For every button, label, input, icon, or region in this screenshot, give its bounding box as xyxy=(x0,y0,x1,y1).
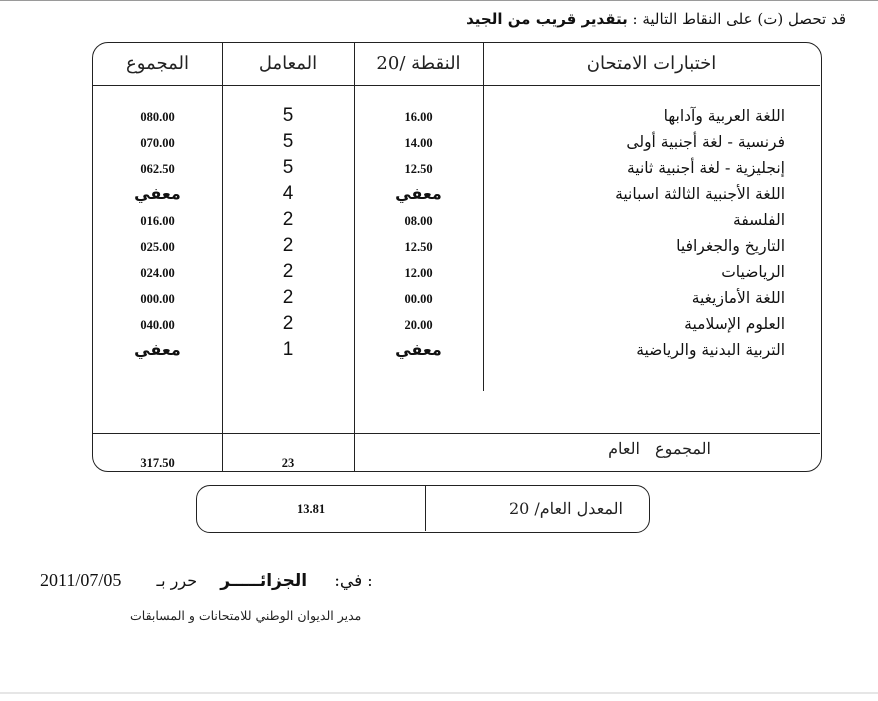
issue-date: 2011/07/05 xyxy=(40,570,122,590)
coefficient-cell: 2 xyxy=(282,313,294,334)
coefficient-cell: 2 xyxy=(282,209,294,230)
subject-name: إنجليزية - لغة أجنبية ثانية xyxy=(627,159,785,177)
result-intro xyxy=(466,10,846,28)
subject-name: الرياضيات xyxy=(721,263,785,281)
average-value: 13.81 xyxy=(296,502,326,516)
header-divider xyxy=(93,85,820,86)
average-label: المعدل العام/ 20 xyxy=(508,499,623,518)
intro-prefix: قد تحصل (ت) على النقاط التالية : xyxy=(632,10,846,28)
subject-name: الفلسفة xyxy=(733,211,785,229)
average-divider xyxy=(425,486,426,531)
coefficient-cell: 2 xyxy=(282,235,294,256)
coefficient-cell: 2 xyxy=(282,287,294,308)
total-cell: 016.00 xyxy=(140,214,175,228)
subject-name: العلوم الإسلامية xyxy=(684,315,785,333)
grand-total-label: المجموع العام xyxy=(608,439,711,458)
grade-cell: معفي xyxy=(395,184,442,203)
header-subject: اختبارات الامتحان xyxy=(586,53,717,74)
grade-cell: 12.50 xyxy=(404,240,433,254)
total-cell: 062.50 xyxy=(140,162,175,176)
grade-cell: 14.00 xyxy=(404,136,433,150)
grade-cell: 12.50 xyxy=(404,162,433,176)
coefficient-cell: 5 xyxy=(282,131,294,152)
distinction-text: بتقدير قريب من الجيد xyxy=(466,10,628,28)
coefficient-sum: 23 xyxy=(281,456,295,470)
total-cell: 070.00 xyxy=(140,136,175,150)
total-cell: 080.00 xyxy=(140,110,175,124)
total-cell: 025.00 xyxy=(140,240,175,254)
subject-name: التربية البدنية والرياضية xyxy=(636,341,785,359)
grand-total-value: 317.50 xyxy=(140,456,175,470)
divider-coef-grade xyxy=(354,43,355,471)
grade-cell: 08.00 xyxy=(404,214,433,228)
subject-name: اللغة الأمازيغية xyxy=(691,289,785,307)
grades-table xyxy=(92,42,822,472)
grade-cell: 16.00 xyxy=(404,110,433,124)
issue-place: الجزائـــــر xyxy=(220,571,308,591)
coefficient-cell: 1 xyxy=(282,339,294,360)
total-cell: 000.00 xyxy=(140,292,175,306)
average-box xyxy=(196,485,650,533)
issued-by-label: حرر بـ : xyxy=(156,571,373,590)
grade-cell: 20.00 xyxy=(404,318,433,332)
divider-grade-subject xyxy=(483,43,484,391)
subject-name: التاريخ والجغرافيا xyxy=(676,237,785,255)
footer-divider xyxy=(93,433,820,434)
signature-line xyxy=(40,570,373,591)
header-coefficient: المعامل xyxy=(258,53,318,74)
coefficient-cell: 5 xyxy=(282,157,294,178)
header-grade: النقطة /20 xyxy=(376,53,461,74)
coefficient-cell: 2 xyxy=(282,261,294,282)
subject-name: اللغة العربية وآدابها xyxy=(663,107,785,125)
coefficient-cell: 5 xyxy=(282,105,294,126)
director-title: مدير الديوان الوطني للامتحانات و المسابقات xyxy=(130,608,362,623)
total-cell: معفي xyxy=(134,184,181,203)
top-rule xyxy=(0,0,878,1)
subject-name: اللغة الأجنبية الثالثة اسبانية xyxy=(615,185,785,203)
bottom-rule xyxy=(0,692,878,694)
total-cell: 040.00 xyxy=(140,318,175,332)
total-cell: معفي xyxy=(134,340,181,359)
coefficient-cell: 4 xyxy=(282,183,294,204)
on-label: في: xyxy=(334,571,363,591)
grade-cell: 00.00 xyxy=(404,292,433,306)
grade-cell: 12.00 xyxy=(404,266,433,280)
subject-name: فرنسية - لغة أجنبية أولى xyxy=(626,133,785,151)
total-cell: 024.00 xyxy=(140,266,175,280)
grade-cell: معفي xyxy=(395,340,442,359)
header-total: المجموع xyxy=(126,53,189,74)
